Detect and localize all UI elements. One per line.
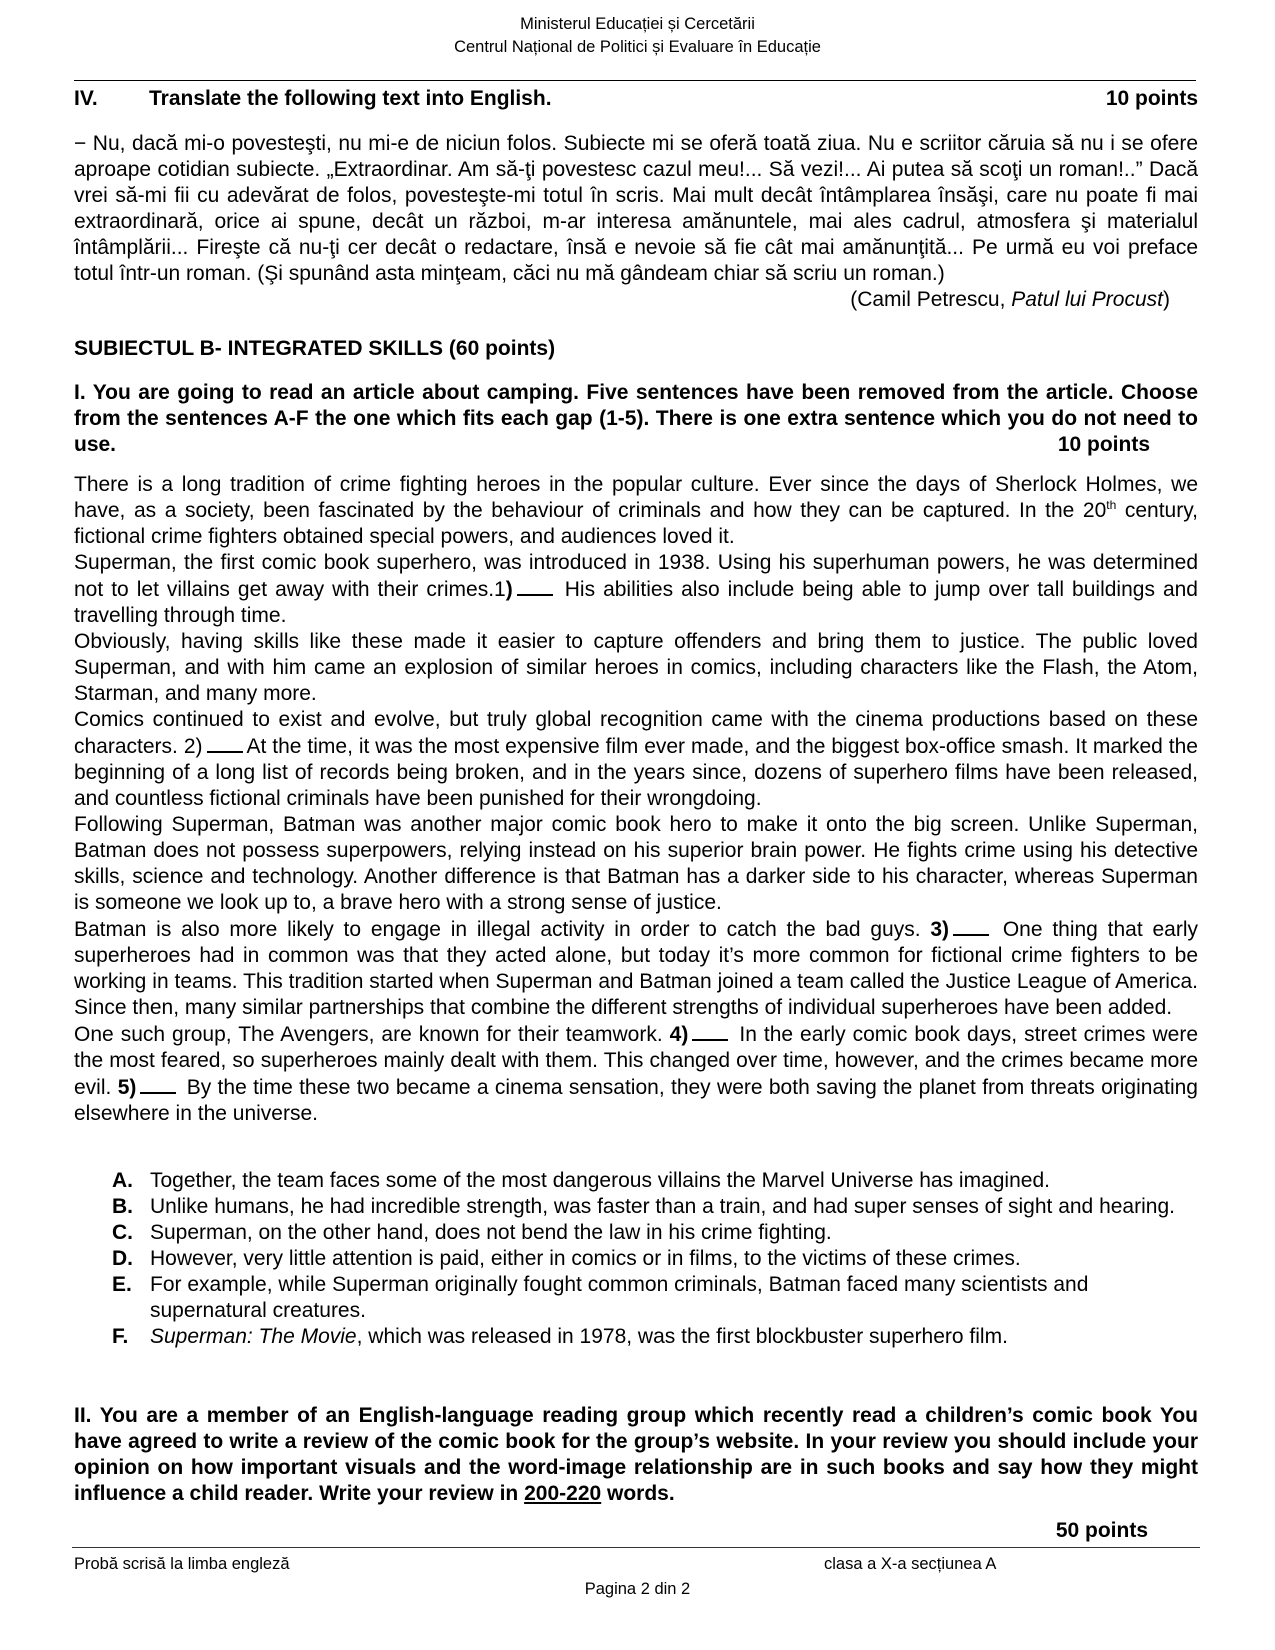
task2-instruction bbox=[74, 1403, 1198, 1507]
gap-blank-3[interactable] bbox=[953, 916, 989, 936]
answer-options bbox=[112, 1168, 1202, 1350]
section-instruction: Translate the following text into English. bbox=[149, 87, 552, 110]
option-letter: F. bbox=[112, 1325, 129, 1348]
gap-blank-2[interactable] bbox=[207, 733, 243, 753]
section-number: IV. bbox=[74, 87, 98, 110]
citation-title: Patul lui Procust bbox=[1011, 288, 1163, 311]
citation-author: (Camil Petrescu, bbox=[850, 288, 1012, 311]
gap-number-2: 2) bbox=[183, 735, 203, 758]
option-text: For example, while Superman originally fought common criminals, Batman faced many scientists and supernatural creatures. bbox=[150, 1273, 1089, 1322]
option-letter: D. bbox=[112, 1247, 133, 1270]
text: Superman, the first comic book superhero, was introduced in 1938. Using his superhuman powers, he was determined not to let villains get away with their crimes. bbox=[74, 551, 1198, 601]
text: One such group, The Avengers, are known for their teamwork. bbox=[74, 1023, 670, 1046]
task2-text-end: words. bbox=[601, 1482, 675, 1505]
section-points: 10 points bbox=[1105, 87, 1198, 110]
header-ministry: Ministerul Educației și Cercetării bbox=[520, 15, 755, 33]
task2-points: 50 points bbox=[1055, 1519, 1148, 1542]
option-letter: E. bbox=[112, 1273, 132, 1296]
text: By the time these two became a cinema sensation, they were both saving the planet from threats originating elsewhere in the universe. bbox=[74, 1076, 1198, 1125]
option-a bbox=[112, 1168, 1202, 1194]
translation-text: − Nu, dacă mi-o povesteşti, nu mi-e de niciun folos. Subiecte mi se oferă toată ziua. Nu e scriitor căruia să nu i se ofere aproape cotidian subiecte. „Extraordinar. Am să-ţi povestesc cazul meu!... Să vezi!... Ai putea să scoţi un roman!..” Dacă vrei să-mi fii cu adevărat de folos, povesteşte-mi totul în scris. Mai mult decât întâmplarea însăşi, care nu poate fi mai extraordinară, orice ai spune, decât un război, m-ar interesa amănuntele, mai ales cadrul, atmosfera şi materialul întâmplării... Fireşte că nu-ţi cer decât o redactare, însă e nevoie să fie cât mai amănunţită... Pe urmă eu voi preface totul într-un roman. (Şi spunând asta minţeam, căci nu mă gândeam chiar să scriu un roman.) bbox=[74, 132, 1198, 285]
gap-paren: ) bbox=[505, 578, 513, 601]
header-center: Centrul Național de Politici și Evaluare în Educație bbox=[454, 38, 821, 56]
footer-class: clasa a X-a secțiunea A bbox=[824, 1555, 997, 1573]
option-text: Superman, on the other hand, does not bend the law in his crime fighting. bbox=[150, 1221, 832, 1244]
option-text: , which was released in 1978, was the first blockbuster superhero film. bbox=[356, 1325, 1008, 1348]
text: In the early comic book days, street crimes were the most feared, so superheroes mainly dealt with them. This changed over time, however, and the crimes became more evil. bbox=[74, 1023, 1198, 1099]
article-paragraph bbox=[74, 550, 1198, 629]
option-f bbox=[112, 1324, 1202, 1350]
option-letter: B. bbox=[112, 1195, 133, 1218]
option-d bbox=[112, 1246, 1202, 1272]
article-paragraph bbox=[74, 1021, 1198, 1127]
text: One thing that early superheroes had in common was that they acted alone, but today it’s more common for fictional crime fighters to be working in teams. This tradition started when Superman and Batman joined a team called the Justice League of America. Since then, many similar partnerships that combine the different strengths of individual superheroes have been added. bbox=[74, 918, 1198, 1019]
option-letter: C. bbox=[112, 1221, 133, 1244]
option-b bbox=[112, 1194, 1202, 1220]
citation-end: ) bbox=[1163, 288, 1170, 311]
text: Comics continued to exist and evolve, but truly global recognition came with the cinema productions based on these characters. bbox=[74, 708, 1198, 758]
text: At the time, it was the most expensive film ever made, and the biggest box-office smash. It marked the beginning of a long list of records being broken, and in the years since, dozens of superhero films have been released, and countless fictional criminals have been punished for their wrongdoing. bbox=[74, 735, 1198, 810]
task2-text: II. You are a member of an English-language reading group which recently read a children’s comic book You have agreed to write a review of the comic book for the group’s website. In your review you should include your opinion on how important visuals and the word-image relationship are in such books and say how they might influence a child reader. Write your review in bbox=[74, 1404, 1198, 1505]
option-text: Unlike humans, he had incredible strength, was faster than a train, and had super senses of sight and hearing. bbox=[150, 1195, 1175, 1218]
article-paragraph: Obviously, having skills like these made it easier to capture offenders and bring them to justice. The public loved Superman, and with him came an explosion of similar heroes in comics, including characters like the Flash, the Atom, Starman, and many more. bbox=[74, 630, 1198, 705]
option-text: Together, the team faces some of the most dangerous villains the Marvel Universe has imagined. bbox=[150, 1169, 1050, 1192]
header-divider bbox=[74, 80, 1196, 81]
gap-blank-4[interactable] bbox=[692, 1021, 728, 1041]
text: There is a long tradition of crime fighting heroes in the popular culture. Ever since the days of Sherlock Holmes, we have, as a society, been fascinated by the behaviour of criminals and how they can be captured. In the 20 bbox=[74, 473, 1198, 522]
task1-instruction bbox=[74, 380, 1198, 458]
option-movie-title: Superman: The Movie bbox=[150, 1325, 357, 1348]
option-text: However, very little attention is paid, either in comics or in films, to the victims of these crimes. bbox=[150, 1247, 1021, 1270]
translation-passage bbox=[74, 131, 1198, 313]
citation bbox=[850, 287, 1170, 313]
article-paragraph: Following Superman, Batman was another major comic book hero to make it onto the big screen. Unlike Superman, Batman does not possess superpowers, relying instead on his superior brain power. He fights crime using his detective skills, science and technology. Another difference is that Batman has a darker side to his character, whereas Superman is someone we look up to, a brave hero with a strong sense of justice. bbox=[74, 813, 1198, 914]
footer-exam-name: Probă scrisă la limba engleză bbox=[74, 1555, 290, 1573]
task1-text: I. You are going to read an article about camping. Five sentences have been removed from the article. Choose from the sentences A-F the one which fits each gap (1-5). There is one extra sentence which you do not need to use. bbox=[74, 381, 1198, 456]
text: Batman is also more likely to engage in illegal activity in order to catch the bad guys. bbox=[74, 918, 931, 941]
option-c bbox=[112, 1220, 1202, 1246]
gap-number-5: 5) bbox=[117, 1076, 137, 1099]
text: century, fictional crime fighters obtained special powers, and audiences loved it. bbox=[74, 499, 1198, 548]
article-paragraph bbox=[74, 472, 1198, 550]
gap-blank-5[interactable] bbox=[140, 1074, 176, 1094]
gap-number-3: 3) bbox=[930, 918, 950, 941]
article-paragraph bbox=[74, 916, 1198, 1021]
text: His abilities also include being able to jump over tall buildings and travelling through time. bbox=[74, 578, 1198, 627]
subject-b-title: SUBIECTUL B- INTEGRATED SKILLS (60 points) bbox=[74, 337, 556, 360]
option-e bbox=[112, 1272, 1202, 1324]
article-paragraph bbox=[74, 707, 1198, 812]
superscript: th bbox=[1106, 498, 1117, 512]
page-number: Pagina 2 din 2 bbox=[584, 1580, 691, 1598]
gap-number-4: 4) bbox=[669, 1023, 689, 1046]
task1-points: 10 points bbox=[1057, 433, 1150, 456]
footer-divider bbox=[72, 1547, 1200, 1548]
gap-number-1: 1 bbox=[494, 578, 506, 601]
article bbox=[74, 472, 1198, 1127]
word-range: 200-220 bbox=[524, 1482, 602, 1505]
gap-blank-1[interactable] bbox=[517, 576, 553, 596]
option-letter: A. bbox=[112, 1169, 133, 1192]
